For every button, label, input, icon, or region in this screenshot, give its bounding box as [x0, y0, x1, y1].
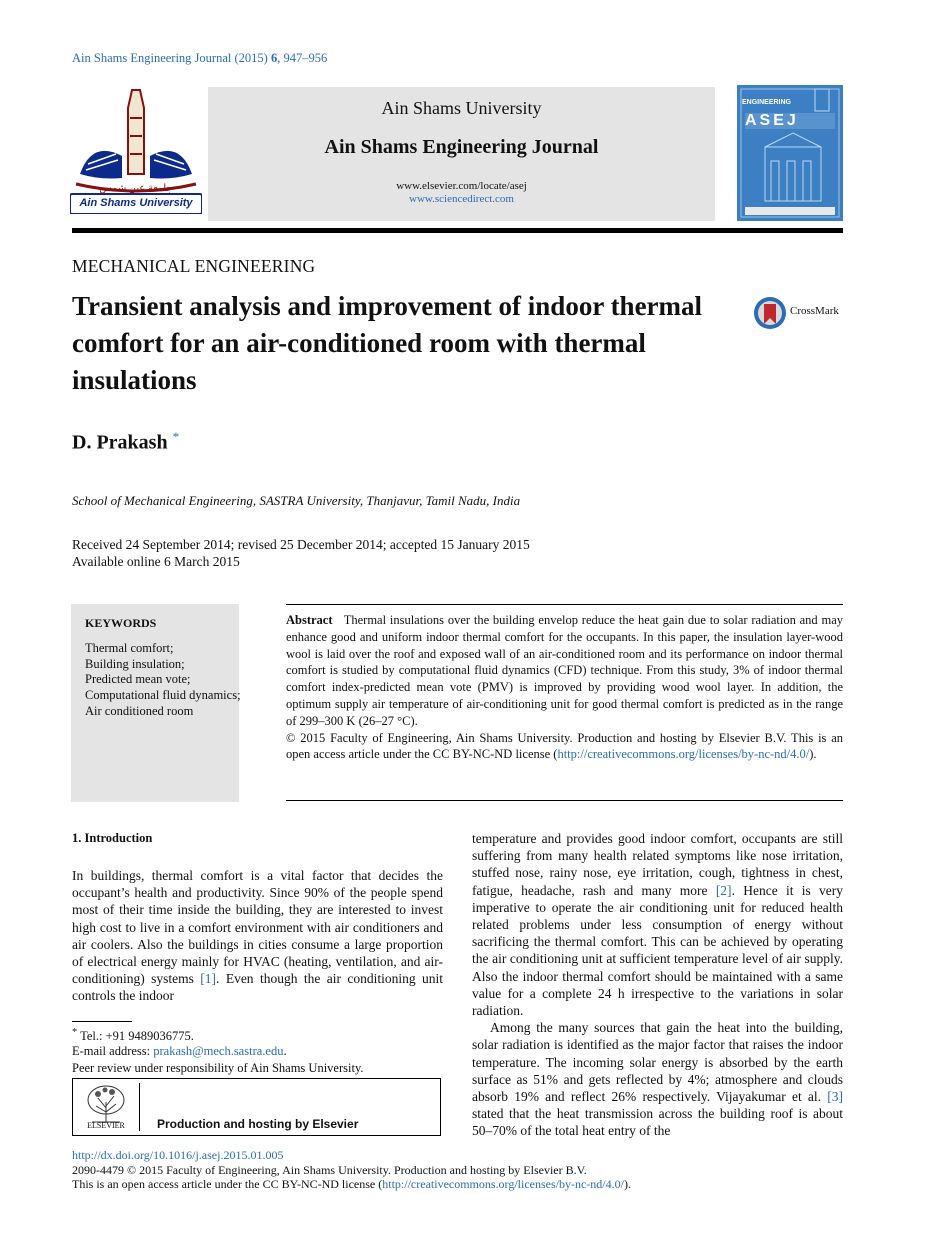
citation-pages: , 947–956 — [277, 51, 328, 65]
intro-paragraph-1: In buildings, thermal comfort is a vital factor that decides the occupant’s health and productivity. Since 90% of the people spend most of their time inside the building, they are interested to invest high cost to live in a comfort environment with air conditioners and air coolers. Also the buildings in cities consume a large proportion of electrical energy mainly for HVAC (heating, ventilation, and air-conditioning) systems — [72, 868, 443, 987]
issn-copyright: 2090-4479 © 2015 Faculty of Engineering, Ain Shams University. Production and hosting by Elsevier B.V. — [72, 1163, 587, 1177]
keyword-item: Building insulation; — [85, 656, 185, 671]
journal-citation[interactable] — [72, 51, 327, 66]
email-link[interactable]: prakash@mech.sastra.edu — [153, 1044, 284, 1058]
university-name: Ain Shams University — [381, 98, 542, 118]
footnote-peer-review: Peer review under responsibility of Ain Shams University. — [72, 1061, 364, 1075]
crossmark-label[interactable]: CrossMark — [790, 305, 839, 317]
logo-caption: Ain Shams University — [79, 197, 193, 209]
journal-name: Ain Shams Engineering Journal — [324, 136, 599, 158]
reference-link[interactable]: [3] — [827, 1089, 843, 1105]
intro-paragraph-1-end: . Even though the air conditioning unit controls the indoor — [72, 971, 444, 1004]
article-title: Transient analysis and improvement of indoor thermal comfort for an air-conditioned room with thermal insulations — [72, 291, 703, 395]
reference-link[interactable]: [1] — [200, 971, 217, 987]
logo-arabic-text: جامعة عين شمس — [99, 183, 173, 194]
paragraph-text: temperature and provides good indoor comfort, occupants are still suffering from many health related symptoms like nose irritation, stuffed nose, rainy nose, eye irritation, cough, tightness in chest, fatigue, headache, rash and many more — [472, 831, 843, 898]
footnote-rule — [72, 1021, 132, 1022]
crossmark-icon — [753, 296, 787, 330]
author-affiliation: School of Mechanical Engineering, SASTRA University, Thanjavur, Tamil Nadu, India — [72, 493, 521, 508]
reference-link[interactable]: [2] — [715, 882, 732, 898]
received-dates: Received 24 September 2014; revised 25 December 2014; accepted 15 January 2015 — [72, 537, 530, 552]
footnote-mark: * — [72, 1027, 78, 1038]
paragraph-text: Among the many sources that gain the heat into the building, solar radiation is identified as the major factor that raises the indoor temperature. The incoming solar energy is absorbed by the earth surface as 51% and gets reflected by 4%; atmosphere and clouds absorb 19% and reflect 26% respectively. Vijayakumar et al. — [472, 1020, 843, 1105]
citation-journal: Ain Shams Engineering Journal (2015) — [72, 51, 268, 65]
section-label: MECHANICAL ENGINEERING — [72, 256, 316, 276]
keyword-item: Predicted mean vote; — [85, 672, 191, 687]
author-footnote-mark[interactable]: * — [172, 429, 180, 444]
doi-link[interactable]: http://dx.doi.org/10.1016/j.asej.2015.01.005 — [72, 1148, 284, 1162]
keywords-list — [85, 641, 241, 720]
abstract-copyright: © 2015 Faculty of Engineering, Ain Shams University. Production and hosting by Elsevier B.V. This is an open access article under the CC BY-NC-ND license ( — [286, 730, 843, 762]
license-link[interactable]: http://creativecommons.org/licenses/by-nc-nd/4.0/ — [382, 1177, 624, 1191]
university-logo — [70, 88, 202, 214]
author-name — [72, 429, 179, 455]
keyword-item: Computational fluid dynamics; — [85, 688, 241, 703]
license-statement — [72, 1177, 631, 1192]
license-prefix: This is an open access article under the CC BY-NC-ND license ( — [72, 1177, 383, 1191]
body-column-right — [472, 830, 843, 1140]
body-paragraph — [472, 830, 843, 1019]
abstract — [286, 612, 843, 763]
journal-url[interactable]: www.elsevier.com/locate/asej — [396, 180, 527, 192]
section-heading-introduction: 1. Introduction — [72, 831, 153, 845]
citation-volume: 6 — [270, 51, 278, 65]
abstract-text: Thermal insulations over the building envelop reduce the heat gain due to solar radiation and may enhance good and uniform indoor thermal comfort for the occupants. In this paper, the insulation layer-wood wool is laid over the roof and exposed wall of an air-conditioned room and its performance on indoor thermal comfort is studied by computational fluid dynamics (CFD) technique. From this study, 3% of indoor thermal comfort index-predicted mean vote (PMV) is improved by providing wood wool layer. In addition, the optimum supply air temperature of air-conditioning unit for good thermal comfort is predicted as in the range of 299–300 K (26–27 °C). — [286, 613, 844, 728]
cover-asej-text: ASEJ — [745, 112, 799, 129]
paragraph-text-end: . Hence it is very imperative to operate the air conditioning unit for reduced health related problems under less consumption of energy without sacrificing the thermal comfort. This can be achieved by operating the air conditioning unit at sufficient temperature level of air supply. Also the indoor thermal comfort should be maintained with a same value for a complete 24 h irrespective to the variations in solar radiation. — [472, 882, 844, 1019]
body-paragraph — [472, 1019, 843, 1139]
abstract-bottom-rule — [286, 800, 843, 801]
article-history — [72, 536, 530, 570]
available-online-date: Available online 6 March 2015 — [72, 554, 240, 569]
elsevier-wordmark: ELSEVIER — [87, 1121, 125, 1130]
telephone-text: Tel.: +91 9489036775. — [80, 1029, 194, 1044]
footnote-telephone — [72, 1027, 194, 1044]
keywords-heading: KEYWORDS — [85, 616, 157, 630]
sciencedirect-link[interactable]: www.sciencedirect.com — [409, 193, 514, 205]
abstract-copyright-end: ). — [809, 747, 817, 762]
email-label: E-mail address: — [72, 1044, 154, 1058]
abstract-top-rule — [286, 604, 843, 605]
abstract-license-link[interactable]: http://creativecommons.org/licenses/by-nc-nd/4.0/ — [557, 747, 810, 762]
author-text: D. Prakash — [72, 431, 168, 454]
body-column-left — [72, 867, 443, 1005]
production-hosting-text: Production and hosting by Elsevier — [157, 1117, 359, 1131]
keyword-item: Thermal comfort; — [85, 641, 174, 655]
footnote-email — [72, 1044, 287, 1059]
abstract-label: Abstract — [286, 613, 333, 627]
keyword-item: Air conditioned room — [85, 703, 194, 718]
email-end: . — [283, 1044, 287, 1058]
elsevier-divider — [139, 1083, 140, 1131]
paragraph-text-end: stated that the heat transmission across the building roof is about 50–70% of the total heat entry of the — [472, 1106, 843, 1139]
license-suffix: ). — [623, 1177, 631, 1191]
cover-engineering-text: ENGINEERING — [742, 99, 792, 106]
header-rule — [72, 228, 843, 233]
